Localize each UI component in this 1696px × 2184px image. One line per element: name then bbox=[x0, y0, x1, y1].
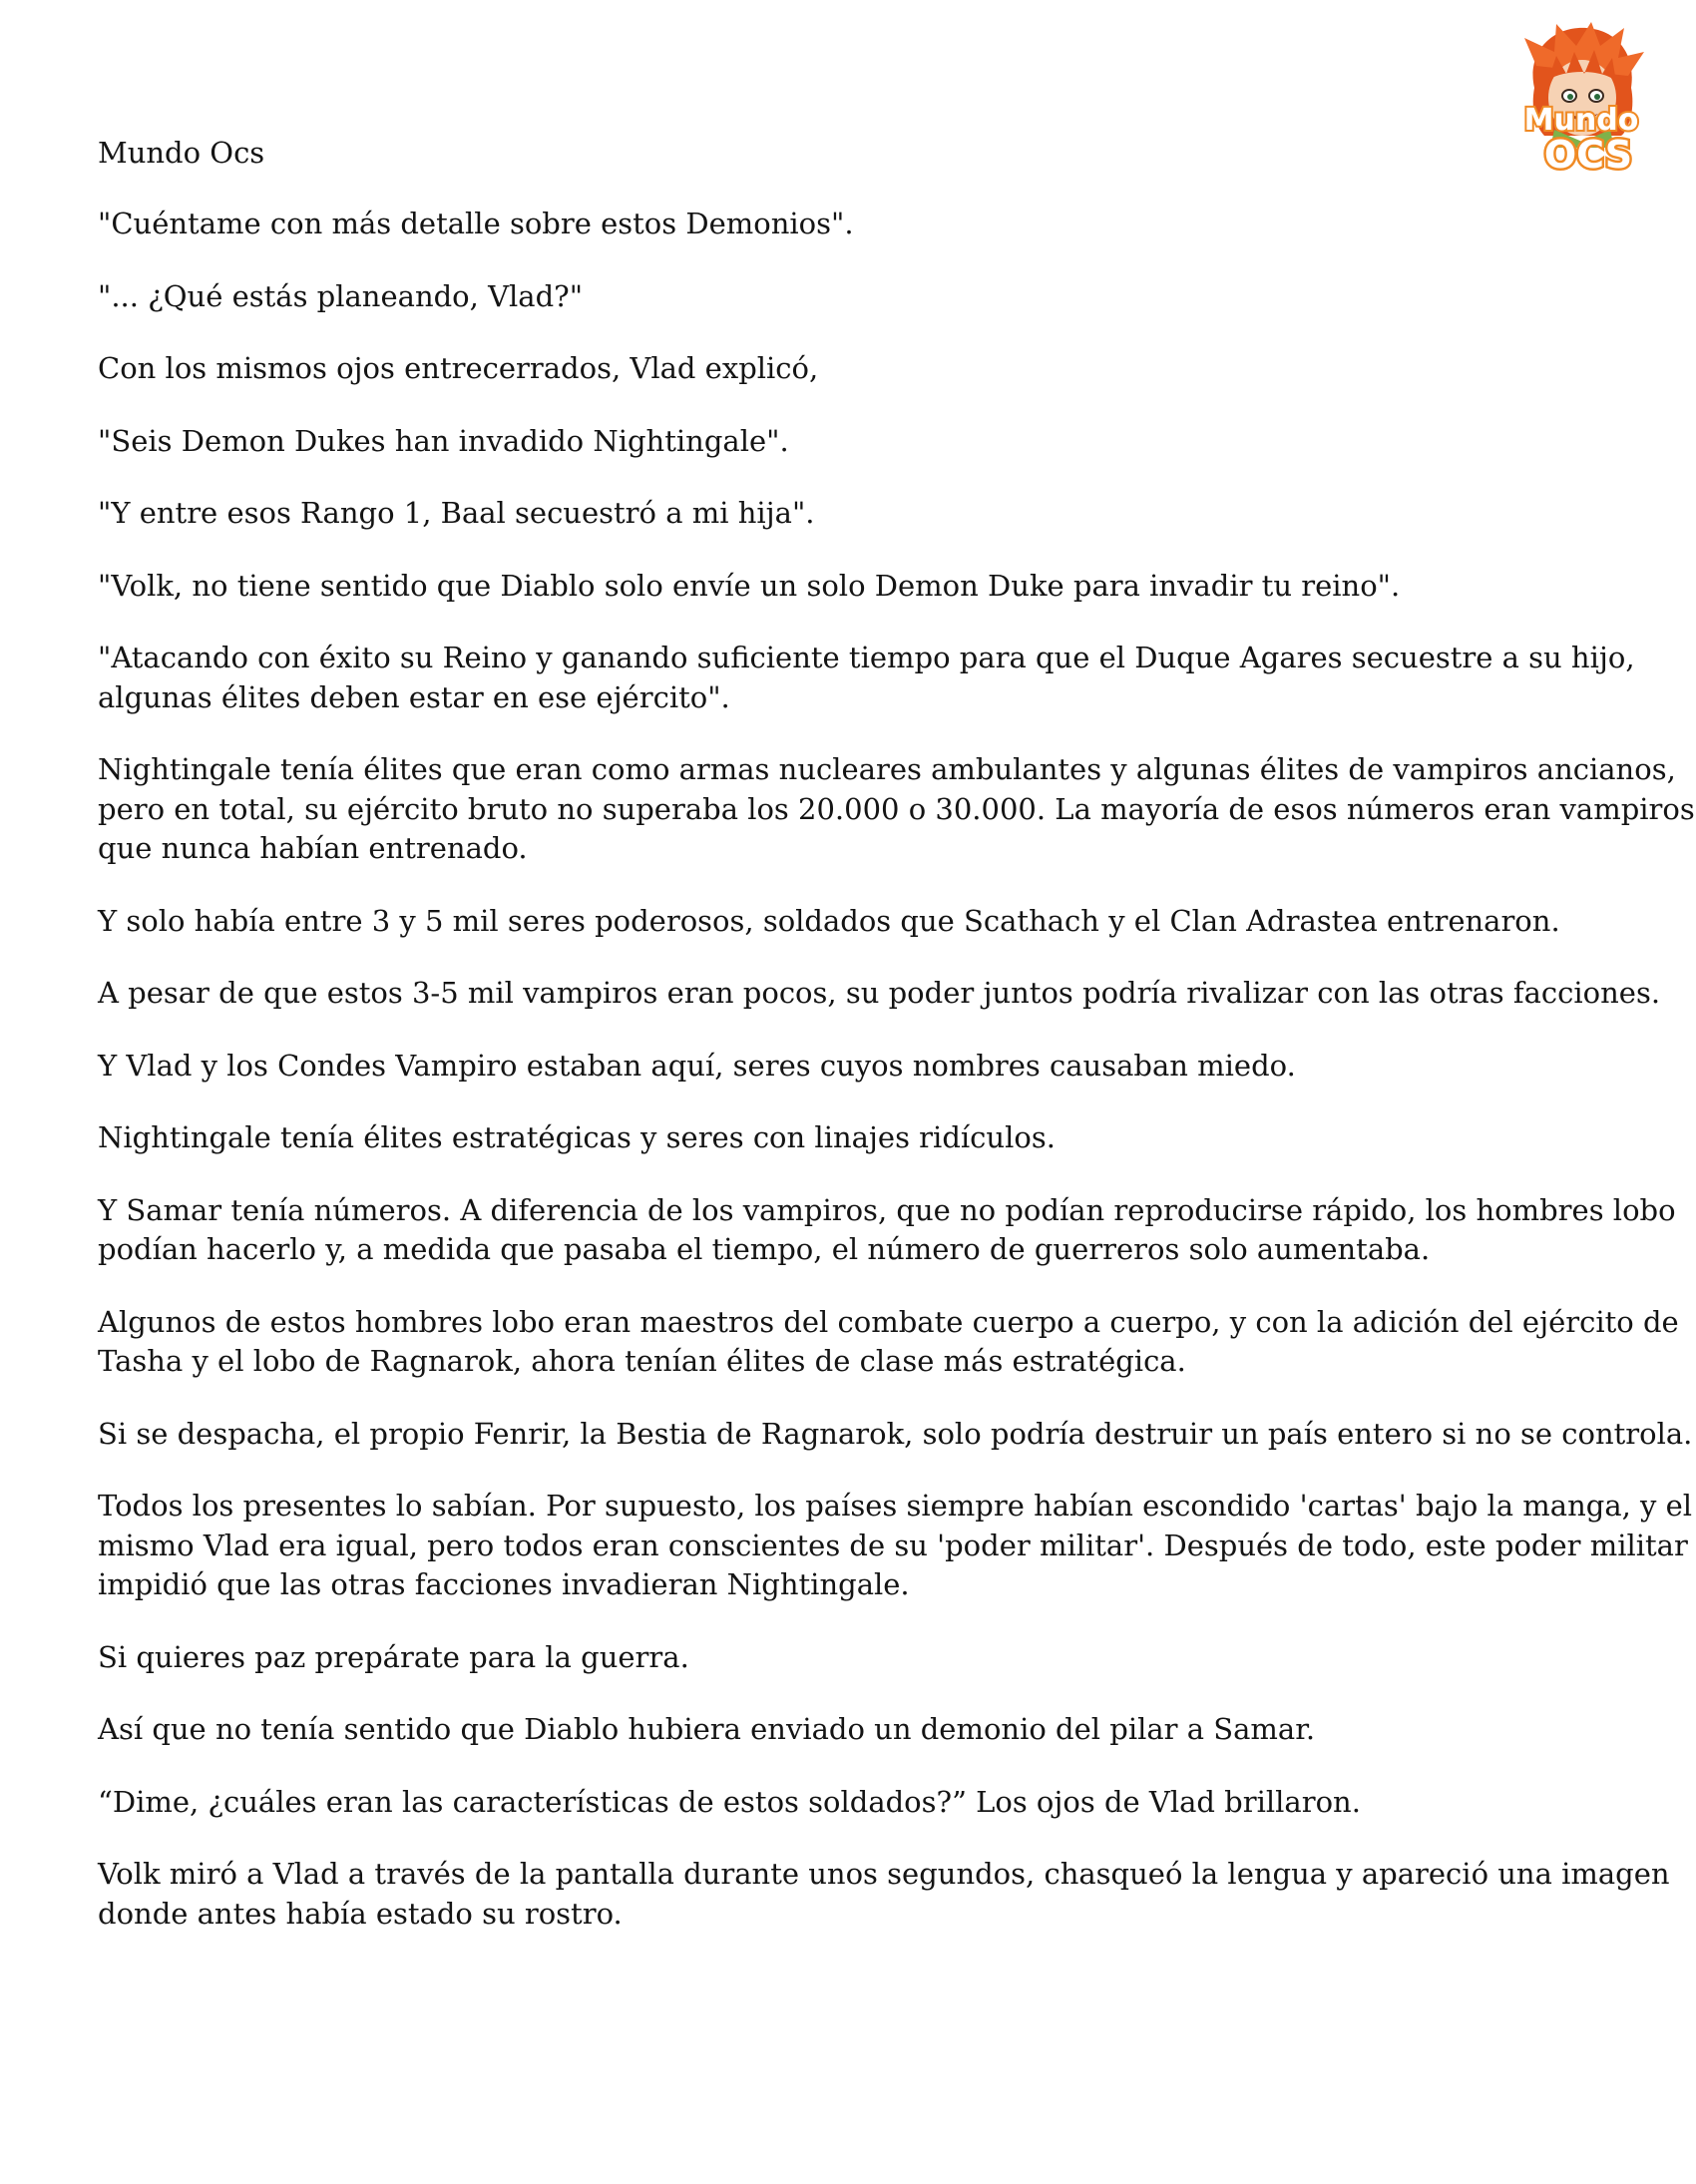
text-line: impidió que las otras facciones invadieran Nightingale. bbox=[98, 1567, 910, 1601]
document-body bbox=[98, 205, 1695, 1966]
text-line: A pesar de que estos 3-5 mil vampiros eran pocos, su poder juntos podría rivalizar con las otras facciones. bbox=[98, 976, 1661, 1010]
mundo-ocs-logo bbox=[1496, 18, 1666, 188]
paragraph bbox=[98, 1710, 1654, 1750]
paragraph bbox=[98, 1855, 1670, 1934]
text-line: mismo Vlad era igual, pero todos eran conscientes de su 'poder militar'. Después de todo, este poder militar bbox=[98, 1528, 1688, 1562]
paragraph bbox=[98, 1783, 1654, 1823]
mascot-face-icon bbox=[1496, 18, 1666, 188]
paragraph bbox=[98, 902, 1654, 942]
logo-text-bottom: OCS bbox=[1543, 133, 1633, 177]
text-line: Si se despacha, el propio Fenrir, la Bestia de Ragnarok, solo podría destruir un país entero si no se controla. bbox=[98, 1416, 1693, 1451]
paragraph bbox=[98, 567, 1654, 607]
text-line: algunas élites deben estar en ese ejército". bbox=[98, 679, 730, 714]
text-line: "Seis Demon Dukes han invadido Nightingale". bbox=[98, 423, 789, 458]
paragraph bbox=[98, 1047, 1654, 1087]
paragraph bbox=[98, 639, 1654, 717]
paragraph bbox=[98, 1638, 1654, 1678]
text-line: Nightingale tenía élites que eran como armas nucleares ambulantes y algunas élites de vampiros ancianos, bbox=[98, 752, 1676, 786]
paragraph bbox=[98, 1415, 1693, 1455]
text-line: Algunos de estos hombres lobo eran maestros del combate cuerpo a cuerpo, y con la adición del ejército de bbox=[98, 1304, 1679, 1339]
text-line: Y Vlad y los Condes Vampiro estaban aquí, seres cuyos nombres causaban miedo. bbox=[98, 1048, 1296, 1083]
paragraph bbox=[98, 750, 1695, 869]
paragraph bbox=[98, 1303, 1679, 1382]
paragraph bbox=[98, 1487, 1693, 1605]
page-title: Mundo Ocs bbox=[98, 136, 265, 170]
text-line: Y Samar tenía números. A diferencia de los vampiros, que no podían reproducirse rápido, los hombres lobo bbox=[98, 1192, 1676, 1227]
logo-text-top: Mundo bbox=[1523, 103, 1639, 138]
text-line: podían hacerlo y, a medida que pasaba el tiempo, el número de guerreros solo aumentaba. bbox=[98, 1232, 1431, 1266]
text-line: Si quieres paz prepárate para la guerra. bbox=[98, 1639, 689, 1674]
text-line: Con los mismos ojos entrecerrados, Vlad explicó, bbox=[98, 351, 819, 385]
text-line: pero en total, su ejército bruto no superaba los 20.000 o 30.000. La mayoría de esos números eran vampiros bbox=[98, 791, 1695, 826]
text-line: Nightingale tenía élites estratégicas y seres con linajes ridículos. bbox=[98, 1120, 1056, 1154]
text-line: "Volk, no tiene sentido que Diablo solo envíe un solo Demon Duke para invadir tu reino". bbox=[98, 568, 1401, 603]
paragraph bbox=[98, 205, 1654, 244]
text-line: “Dime, ¿cuáles eran las características de estos soldados?” Los ojos de Vlad brillaron. bbox=[98, 1784, 1361, 1819]
paragraph bbox=[98, 1191, 1676, 1270]
text-line: Y solo había entre 3 y 5 mil seres poderosos, soldados que Scathach y el Clan Adrastea entrenaron. bbox=[98, 903, 1560, 938]
paragraph bbox=[98, 277, 1654, 317]
text-line: "Cuéntame con más detalle sobre estos Demonios". bbox=[98, 207, 854, 240]
text-line: Así que no tenía sentido que Diablo hubiera enviado un demonio del pilar a Samar. bbox=[98, 1712, 1316, 1746]
paragraph bbox=[98, 422, 1654, 462]
text-line: Volk miró a Vlad a través de la pantalla durante unos segundos, chasqueó la lengua y apareció una imagen bbox=[98, 1857, 1670, 1891]
text-line: que nunca habían entrenado. bbox=[98, 831, 528, 865]
text-line: Tasha y el lobo de Ragnarok, ahora tenían élites de clase más estratégica. bbox=[98, 1344, 1186, 1378]
paragraph bbox=[98, 494, 1654, 534]
text-line: "Y entre esos Rango 1, Baal secuestró a mi hija". bbox=[98, 496, 815, 530]
paragraph bbox=[98, 974, 1661, 1014]
text-line: "... ¿Qué estás planeando, Vlad?" bbox=[98, 278, 584, 313]
paragraph bbox=[98, 1118, 1654, 1158]
paragraph bbox=[98, 349, 1654, 389]
text-line: "Atacando con éxito su Reino y ganando suficiente tiempo para que el Duque Agares secuestre a su hijo, bbox=[98, 641, 1635, 674]
text-line: donde antes había estado su rostro. bbox=[98, 1896, 623, 1931]
text-line: Todos los presentes lo sabían. Por supuesto, los países siempre habían escondido 'cartas' bajo la manga, y el bbox=[98, 1489, 1693, 1523]
